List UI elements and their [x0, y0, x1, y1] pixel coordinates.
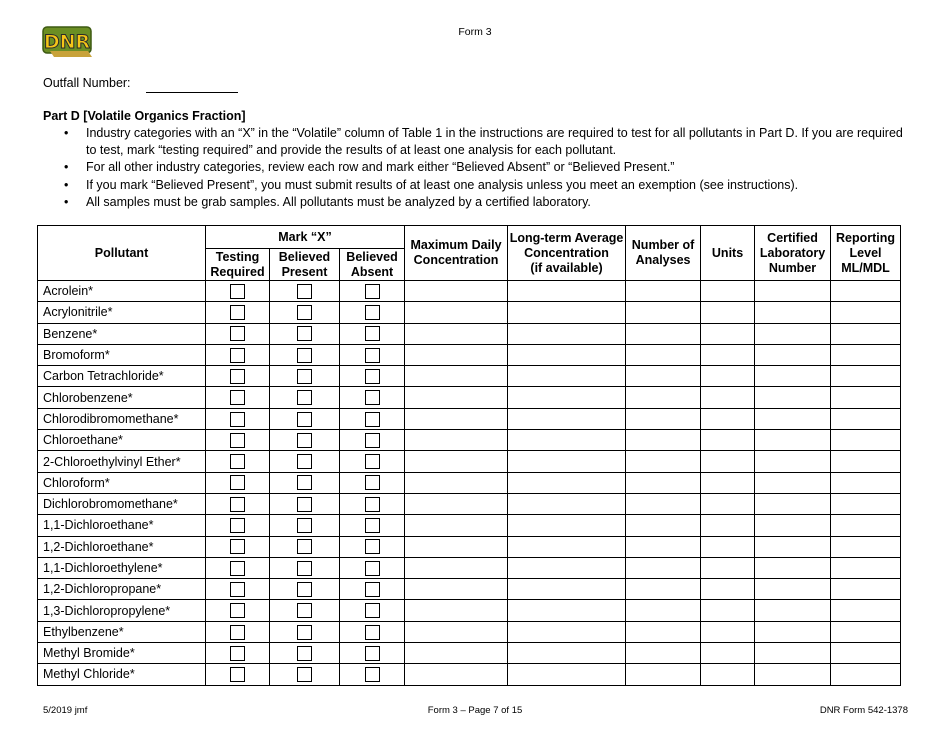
believed-present-cell: [270, 621, 340, 642]
max-daily-input[interactable]: [405, 344, 508, 365]
number-of-analyses-input[interactable]: [626, 600, 701, 621]
believed-absent-checkbox[interactable]: [365, 539, 380, 554]
max-daily-input[interactable]: [405, 323, 508, 344]
number-of-analyses-input[interactable]: [626, 430, 701, 451]
laboratory-number-input[interactable]: [755, 323, 831, 344]
number-of-analyses-input[interactable]: [626, 643, 701, 664]
testing-required-cell: [206, 430, 270, 451]
number-of-analyses-input[interactable]: [626, 323, 701, 344]
max-daily-input[interactable]: [405, 515, 508, 536]
laboratory-number-input[interactable]: [755, 557, 831, 578]
believed-absent-cell: [340, 323, 405, 344]
believed-present-checkbox[interactable]: [297, 390, 312, 405]
header-reporting-level: Reporting Level ML/MDL: [831, 226, 901, 281]
units-input[interactable]: [701, 430, 755, 451]
laboratory-number-input[interactable]: [755, 515, 831, 536]
testing-required-checkbox[interactable]: [230, 518, 245, 533]
units-input[interactable]: [701, 536, 755, 557]
footer-date: 5/2019 jmf: [43, 705, 88, 716]
reporting-level-input[interactable]: [831, 557, 901, 578]
testing-required-cell: [206, 366, 270, 387]
laboratory-number-input[interactable]: [755, 579, 831, 600]
header-units: Units: [701, 226, 755, 281]
believed-present-checkbox[interactable]: [297, 412, 312, 427]
believed-present-cell: [270, 600, 340, 621]
pollutant-name: Benzene*: [38, 323, 206, 344]
believed-present-cell: [270, 344, 340, 365]
believed-absent-cell: [340, 493, 405, 514]
believed-absent-checkbox[interactable]: [365, 475, 380, 490]
testing-required-checkbox[interactable]: [230, 497, 245, 512]
table-row: [38, 664, 901, 685]
header-long-term-average: Long-term Average Concentration (if available): [508, 226, 626, 281]
believed-present-cell: [270, 515, 340, 536]
believed-absent-cell: [340, 664, 405, 685]
believed-absent-checkbox[interactable]: [365, 284, 380, 299]
believed-absent-cell: [340, 600, 405, 621]
believed-absent-checkbox[interactable]: [365, 305, 380, 320]
table-row: [38, 366, 901, 387]
pollutant-name: 1,1-Dichloroethane*: [38, 515, 206, 536]
testing-required-cell: [206, 472, 270, 493]
testing-required-cell: [206, 557, 270, 578]
testing-required-checkbox[interactable]: [230, 539, 245, 554]
laboratory-number-input[interactable]: [755, 643, 831, 664]
believed-present-checkbox[interactable]: [297, 625, 312, 640]
max-daily-input[interactable]: [405, 493, 508, 514]
pollutant-name: Chlorobenzene*: [38, 387, 206, 408]
believed-present-checkbox[interactable]: [297, 667, 312, 682]
reporting-level-input[interactable]: [831, 643, 901, 664]
number-of-analyses-input[interactable]: [626, 515, 701, 536]
long-term-average-input[interactable]: [508, 621, 626, 642]
instruction-item: • Industry categories with an “X” in the “Volatile” column of Table 1 in the instructions are required to test for all pollutants in Part D. If you are required to test, mark “testing required” and provide the results of at least one analysis for each pollutant.: [64, 125, 904, 158]
pollutant-name: 1,2-Dichloropropane*: [38, 579, 206, 600]
reporting-level-input[interactable]: [831, 621, 901, 642]
believed-present-checkbox[interactable]: [297, 475, 312, 490]
table-row: [38, 302, 901, 323]
believed-absent-cell: [340, 281, 405, 302]
believed-absent-cell: [340, 387, 405, 408]
long-term-average-input[interactable]: [508, 344, 626, 365]
max-daily-input[interactable]: [405, 387, 508, 408]
believed-present-checkbox[interactable]: [297, 348, 312, 363]
believed-present-checkbox[interactable]: [297, 326, 312, 341]
max-daily-input[interactable]: [405, 302, 508, 323]
testing-required-cell: [206, 579, 270, 600]
believed-present-cell: [270, 451, 340, 472]
laboratory-number-input[interactable]: [755, 430, 831, 451]
testing-required-cell: [206, 536, 270, 557]
pollutant-name: Methyl Bromide*: [38, 643, 206, 664]
testing-required-checkbox[interactable]: [230, 284, 245, 299]
long-term-average-input[interactable]: [508, 366, 626, 387]
dnr-logo: [42, 25, 96, 59]
laboratory-number-input[interactable]: [755, 493, 831, 514]
number-of-analyses-input[interactable]: [626, 451, 701, 472]
header-maximum-daily: Maximum Daily Concentration: [405, 226, 508, 281]
units-input[interactable]: [701, 643, 755, 664]
pollutant-name: 1,1-Dichloroethylene*: [38, 557, 206, 578]
testing-required-cell: [206, 515, 270, 536]
max-daily-input[interactable]: [405, 430, 508, 451]
believed-present-cell: [270, 493, 340, 514]
reporting-level-input[interactable]: [831, 451, 901, 472]
header-believed-present: Believed Present: [270, 249, 340, 281]
pollutant-name: Chlorodibromomethane*: [38, 408, 206, 429]
reporting-level-input[interactable]: [831, 600, 901, 621]
pollutant-name: Chloroethane*: [38, 430, 206, 451]
believed-present-cell: [270, 664, 340, 685]
believed-absent-cell: [340, 557, 405, 578]
table-row: [38, 344, 901, 365]
believed-present-cell: [270, 408, 340, 429]
testing-required-cell: [206, 493, 270, 514]
long-term-average-input[interactable]: [508, 302, 626, 323]
believed-present-checkbox[interactable]: [297, 284, 312, 299]
table-row: [38, 600, 901, 621]
pollutant-name: 2-Chloroethylvinyl Ether*: [38, 451, 206, 472]
testing-required-checkbox[interactable]: [230, 390, 245, 405]
testing-required-checkbox[interactable]: [230, 582, 245, 597]
number-of-analyses-input[interactable]: [626, 557, 701, 578]
pollutant-name: Acrolein*: [38, 281, 206, 302]
believed-present-cell: [270, 579, 340, 600]
believed-absent-checkbox[interactable]: [365, 625, 380, 640]
believed-present-checkbox[interactable]: [297, 497, 312, 512]
number-of-analyses-input[interactable]: [626, 536, 701, 557]
number-of-analyses-input[interactable]: [626, 366, 701, 387]
pollutant-name: Acrylonitrile*: [38, 302, 206, 323]
believed-present-checkbox[interactable]: [297, 433, 312, 448]
units-input[interactable]: [701, 408, 755, 429]
long-term-average-input[interactable]: [508, 664, 626, 685]
pollutant-name: Methyl Chloride*: [38, 664, 206, 685]
testing-required-checkbox[interactable]: [230, 561, 245, 576]
table-row: [38, 472, 901, 493]
testing-required-cell: [206, 281, 270, 302]
max-daily-input[interactable]: [405, 281, 508, 302]
believed-absent-checkbox[interactable]: [365, 667, 380, 682]
believed-present-checkbox[interactable]: [297, 454, 312, 469]
table-row: [38, 557, 901, 578]
testing-required-cell: [206, 621, 270, 642]
reporting-level-input[interactable]: [831, 579, 901, 600]
believed-present-checkbox[interactable]: [297, 561, 312, 576]
testing-required-checkbox[interactable]: [230, 433, 245, 448]
max-daily-input[interactable]: [405, 451, 508, 472]
pollutant-name: 1,2-Dichloroethane*: [38, 536, 206, 557]
table-row: [38, 493, 901, 514]
reporting-level-input[interactable]: [831, 430, 901, 451]
long-term-average-input[interactable]: [508, 323, 626, 344]
header-number-of-analyses: Number of Analyses: [626, 226, 701, 281]
testing-required-checkbox[interactable]: [230, 326, 245, 341]
testing-required-cell: [206, 387, 270, 408]
believed-present-cell: [270, 536, 340, 557]
believed-absent-cell: [340, 579, 405, 600]
max-daily-input[interactable]: [405, 366, 508, 387]
number-of-analyses-input[interactable]: [626, 493, 701, 514]
long-term-average-input[interactable]: [508, 408, 626, 429]
laboratory-number-input[interactable]: [755, 366, 831, 387]
table-row: [38, 430, 901, 451]
believed-present-cell: [270, 387, 340, 408]
believed-absent-checkbox[interactable]: [365, 646, 380, 661]
testing-required-checkbox[interactable]: [230, 475, 245, 490]
max-daily-input[interactable]: [405, 643, 508, 664]
instruction-item: • All samples must be grab samples. All pollutants must be analyzed by a certified laboratory.: [64, 194, 904, 211]
believed-present-checkbox[interactable]: [297, 582, 312, 597]
believed-absent-checkbox[interactable]: [365, 497, 380, 512]
max-daily-input[interactable]: [405, 472, 508, 493]
reporting-level-input[interactable]: [831, 515, 901, 536]
laboratory-number-input[interactable]: [755, 451, 831, 472]
pollutant-name: Bromoform*: [38, 344, 206, 365]
reporting-level-input[interactable]: [831, 302, 901, 323]
long-term-average-input[interactable]: [508, 281, 626, 302]
testing-required-cell: [206, 643, 270, 664]
testing-required-cell: [206, 344, 270, 365]
long-term-average-input[interactable]: [508, 536, 626, 557]
units-input[interactable]: [701, 664, 755, 685]
testing-required-checkbox[interactable]: [230, 454, 245, 469]
testing-required-checkbox[interactable]: [230, 625, 245, 640]
number-of-analyses-input[interactable]: [626, 387, 701, 408]
instructions-list: [64, 125, 904, 212]
laboratory-number-input[interactable]: [755, 281, 831, 302]
believed-present-checkbox[interactable]: [297, 369, 312, 384]
believed-present-cell: [270, 430, 340, 451]
number-of-analyses-input[interactable]: [626, 579, 701, 600]
instruction-item: • For all other industry categories, review each row and mark either “Believed Absent” or “Believed Present.”: [64, 159, 904, 176]
table-row: [38, 621, 901, 642]
believed-absent-cell: [340, 643, 405, 664]
believed-absent-cell: [340, 430, 405, 451]
max-daily-input[interactable]: [405, 557, 508, 578]
testing-required-cell: [206, 408, 270, 429]
long-term-average-input[interactable]: [508, 387, 626, 408]
believed-present-cell: [270, 366, 340, 387]
reporting-level-input[interactable]: [831, 344, 901, 365]
max-daily-input[interactable]: [405, 664, 508, 685]
reporting-level-input[interactable]: [831, 387, 901, 408]
table-row: [38, 643, 901, 664]
instruction-item: • If you mark “Believed Present”, you must submit results of at least one analysis unless you meet an exemption (see instructions).: [64, 177, 904, 194]
testing-required-checkbox[interactable]: [230, 412, 245, 427]
testing-required-cell: [206, 451, 270, 472]
number-of-analyses-input[interactable]: [626, 302, 701, 323]
header-mark-x: Mark “X”: [206, 226, 405, 249]
believed-absent-cell: [340, 472, 405, 493]
pollutant-name: Ethylbenzene*: [38, 621, 206, 642]
units-input[interactable]: [701, 557, 755, 578]
max-daily-input[interactable]: [405, 600, 508, 621]
testing-required-checkbox[interactable]: [230, 305, 245, 320]
long-term-average-input[interactable]: [508, 579, 626, 600]
footer-form-number: DNR Form 542-1378: [819, 705, 908, 716]
max-daily-input[interactable]: [405, 408, 508, 429]
long-term-average-input[interactable]: [508, 430, 626, 451]
laboratory-number-input[interactable]: [755, 408, 831, 429]
believed-absent-cell: [340, 621, 405, 642]
pollutant-name: 1,3-Dichloropropylene*: [38, 600, 206, 621]
outfall-number-label: Outfall Number:: [43, 76, 131, 90]
table-row: [38, 451, 901, 472]
max-daily-input[interactable]: [405, 579, 508, 600]
number-of-analyses-input[interactable]: [626, 664, 701, 685]
reporting-level-input[interactable]: [831, 472, 901, 493]
max-daily-input[interactable]: [405, 621, 508, 642]
number-of-analyses-input[interactable]: [626, 621, 701, 642]
header-certified-laboratory: Certified Laboratory Number: [755, 226, 831, 281]
laboratory-number-input[interactable]: [755, 344, 831, 365]
long-term-average-input[interactable]: [508, 451, 626, 472]
long-term-average-input[interactable]: [508, 557, 626, 578]
reporting-level-input[interactable]: [831, 536, 901, 557]
reporting-level-input[interactable]: [831, 323, 901, 344]
table-row: [38, 281, 901, 302]
header-testing-required: Testing Required: [206, 249, 270, 281]
believed-present-cell: [270, 281, 340, 302]
testing-required-checkbox[interactable]: [230, 603, 245, 618]
believed-present-cell: [270, 557, 340, 578]
believed-absent-checkbox[interactable]: [365, 348, 380, 363]
believed-absent-checkbox[interactable]: [365, 326, 380, 341]
believed-present-checkbox[interactable]: [297, 539, 312, 554]
pollutant-name: Carbon Tetrachloride*: [38, 366, 206, 387]
believed-absent-cell: [340, 366, 405, 387]
units-input[interactable]: [701, 323, 755, 344]
header-pollutant: Pollutant: [38, 226, 206, 281]
long-term-average-input[interactable]: [508, 472, 626, 493]
believed-absent-cell: [340, 408, 405, 429]
header-believed-absent: Believed Absent: [340, 249, 405, 281]
believed-absent-checkbox[interactable]: [365, 390, 380, 405]
reporting-level-input[interactable]: [831, 281, 901, 302]
reporting-level-input[interactable]: [831, 408, 901, 429]
number-of-analyses-input[interactable]: [626, 344, 701, 365]
testing-required-checkbox[interactable]: [230, 369, 245, 384]
number-of-analyses-input[interactable]: [626, 281, 701, 302]
part-title: Part D [Volatile Organics Fraction]: [43, 109, 246, 123]
table-row: [38, 323, 901, 344]
believed-absent-checkbox[interactable]: [365, 433, 380, 448]
units-input[interactable]: [701, 451, 755, 472]
laboratory-number-input[interactable]: [755, 536, 831, 557]
testing-required-cell: [206, 664, 270, 685]
laboratory-number-input[interactable]: [755, 664, 831, 685]
believed-absent-checkbox[interactable]: [365, 518, 380, 533]
form-label: Form 3: [458, 26, 492, 38]
reporting-level-input[interactable]: [831, 664, 901, 685]
units-input[interactable]: [701, 493, 755, 514]
table-row: [38, 387, 901, 408]
believed-present-cell: [270, 643, 340, 664]
long-term-average-input[interactable]: [508, 600, 626, 621]
believed-absent-cell: [340, 302, 405, 323]
units-input[interactable]: [701, 579, 755, 600]
units-input[interactable]: [701, 600, 755, 621]
pollutant-table: [37, 225, 901, 686]
testing-required-checkbox[interactable]: [230, 667, 245, 682]
units-input[interactable]: [701, 472, 755, 493]
outfall-number-field[interactable]: [146, 92, 238, 93]
testing-required-checkbox[interactable]: [230, 646, 245, 661]
believed-absent-checkbox[interactable]: [365, 603, 380, 618]
believed-absent-cell: [340, 536, 405, 557]
believed-absent-cell: [340, 344, 405, 365]
pollutant-name: Chloroform*: [38, 472, 206, 493]
units-input[interactable]: [701, 387, 755, 408]
reporting-level-input[interactable]: [831, 493, 901, 514]
testing-required-checkbox[interactable]: [230, 348, 245, 363]
believed-absent-checkbox[interactable]: [365, 561, 380, 576]
units-input[interactable]: [701, 366, 755, 387]
believed-absent-cell: [340, 515, 405, 536]
believed-absent-checkbox[interactable]: [365, 582, 380, 597]
believed-present-cell: [270, 302, 340, 323]
testing-required-cell: [206, 323, 270, 344]
laboratory-number-input[interactable]: [755, 387, 831, 408]
believed-present-cell: [270, 472, 340, 493]
testing-required-cell: [206, 600, 270, 621]
testing-required-cell: [206, 302, 270, 323]
pollutant-name: Dichlorobromomethane*: [38, 493, 206, 514]
believed-absent-checkbox[interactable]: [365, 454, 380, 469]
units-input[interactable]: [701, 302, 755, 323]
believed-absent-cell: [340, 451, 405, 472]
table-row: [38, 536, 901, 557]
reporting-level-input[interactable]: [831, 366, 901, 387]
logo-text: DNR: [43, 31, 91, 53]
believed-present-checkbox[interactable]: [297, 305, 312, 320]
long-term-average-input[interactable]: [508, 493, 626, 514]
believed-present-checkbox[interactable]: [297, 603, 312, 618]
believed-absent-checkbox[interactable]: [365, 369, 380, 384]
long-term-average-input[interactable]: [508, 643, 626, 664]
believed-present-checkbox[interactable]: [297, 518, 312, 533]
long-term-average-input[interactable]: [508, 515, 626, 536]
believed-present-checkbox[interactable]: [297, 646, 312, 661]
believed-present-cell: [270, 323, 340, 344]
table-row: [38, 579, 901, 600]
units-input[interactable]: [701, 621, 755, 642]
laboratory-number-input[interactable]: [755, 621, 831, 642]
units-input[interactable]: [701, 344, 755, 365]
laboratory-number-input[interactable]: [755, 472, 831, 493]
laboratory-number-input[interactable]: [755, 600, 831, 621]
laboratory-number-input[interactable]: [755, 302, 831, 323]
table-row: [38, 408, 901, 429]
believed-absent-checkbox[interactable]: [365, 412, 380, 427]
units-input[interactable]: [701, 515, 755, 536]
units-input[interactable]: [701, 281, 755, 302]
number-of-analyses-input[interactable]: [626, 408, 701, 429]
number-of-analyses-input[interactable]: [626, 472, 701, 493]
table-row: [38, 515, 901, 536]
max-daily-input[interactable]: [405, 536, 508, 557]
footer-page-number: Form 3 – Page 7 of 15: [427, 705, 523, 716]
